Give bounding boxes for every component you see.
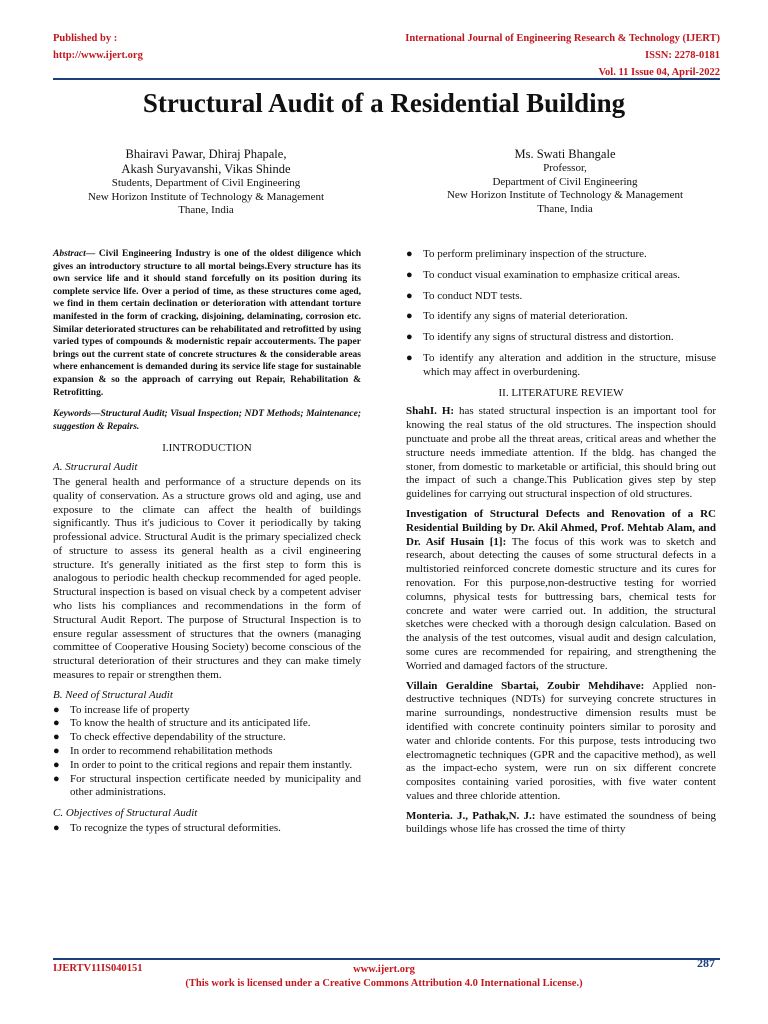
need-list <box>53 704 361 801</box>
author-names-line1: Bhairavi Pawar, Dhiraj Phapale, <box>125 147 287 161</box>
bullet-icon: ● <box>53 731 60 744</box>
student-authors <box>53 147 359 218</box>
bullet-icon: ● <box>53 717 60 730</box>
author-place: Thane, India <box>178 204 234 216</box>
abstract-text: Civil Engineering Industry is one of the oldest diligence which gives an introductory structure to all mortal beings.Every structure has its own service life and it should stand forcefully on its position during its complete service life. Over a period of time, as these structures come aged, we find in them certain declination or deterioration with attendant torture manifested in the form of cracking, disjoining, delaminating, corrosion etc. Similar deteriorated structures can be rehabilitated and retrofitted by using varied types of compounds & modernistic repair accouterments. The paper brings out the current state of concrete structures & the considerable areas where enhancement is demanded during its service life stage for sustainable expansion & so the approach of carrying out Repair, Rehabilitation & Retrofitting. <box>53 249 361 398</box>
paper-title: Structural Audit of a Residential Building <box>142 88 626 118</box>
issn: ISSN: 2278-0181 <box>645 50 720 61</box>
list-item: ● To perform preliminary inspection of the structure. <box>406 248 647 260</box>
list-item: ● To recognize the types of structural deformities. <box>53 822 281 835</box>
bullet-icon: ● <box>406 331 413 344</box>
journal-name: International Journal of Engineering Research & Technology (IJERT) <box>405 33 720 44</box>
bullet-icon: ● <box>406 310 413 323</box>
bullet-icon: ● <box>53 758 60 771</box>
author-institute: New Horizon Institute of Technology & Management <box>87 190 325 203</box>
professor-place: Thane, India <box>537 202 593 215</box>
abstract <box>53 248 361 399</box>
subsection-a-heading: A. Strucrural Audit <box>53 461 138 474</box>
review-author: Investigation of Structural Defects and Renovation of a RC Residential Building by Dr. Akil Ahmed, Prof. Mehtab Alam, and Dr. Asif Husain [1]: <box>406 507 716 548</box>
professor-author <box>410 147 720 216</box>
bullet-icon: ● <box>406 351 413 364</box>
list-item: ● To increase life of property <box>53 703 190 716</box>
subsection-c-heading: C. Objectives of Structural Audit <box>53 807 198 820</box>
review-author: ShahI. H: <box>406 405 455 418</box>
professor-dept: Department of Civil Engineering <box>492 175 638 188</box>
journal-block <box>405 30 720 81</box>
list-item: ● To identify any signs of structural distress and distortion. <box>406 331 674 344</box>
objective-list-left <box>53 822 361 836</box>
paper-id: IJERTV11IS040151 <box>53 963 143 974</box>
section-heading-introduction: I.INTRODUCTION <box>162 442 252 455</box>
list-item: ● To check effective dependability of the structure. <box>53 731 286 744</box>
objective-list-right <box>406 248 716 380</box>
footer-site-link[interactable]: www.ijert.org <box>353 964 415 975</box>
review-author: Monteria. J., Pathak,N. J.: <box>406 809 536 822</box>
volume-issue: Vol. 11 Issue 04, April-2022 <box>598 67 720 78</box>
page-number: 287 <box>697 956 715 970</box>
bullet-icon: ● <box>53 822 60 835</box>
header-divider <box>53 78 720 80</box>
list-item: ● To conduct NDT tests. <box>406 289 523 302</box>
review-paragraph <box>406 405 716 502</box>
list-item: ● To know the health of structure and its anticipated life. <box>53 717 311 730</box>
list-item: ● In order to point to the critical regions and repair them instantly. <box>53 758 353 771</box>
keywords: Keywords—Structural Audit; Visual Inspection; NDT Methods; Maintenance; suggestion & Repairs. <box>53 409 361 432</box>
review-text: has stated structural inspection is an important tool for knowing the real status of the old structures. The inspection should punctuate and probe all the threat areas, critical areas and whether the structure needs immediate attention. If the bldg. has changed the stoner, from domestic to marketable or artificial, this should bring out the impact of such a change.This Publication gives step by step guidelines for carrying out structural inspection of old structures. <box>406 405 716 501</box>
author-role: Students, Department of Civil Engineering <box>111 177 301 189</box>
review-text: The focus of this work was to sketch and research, about detecting the causes of some structural defects in a multistoried reinforced concrete domestic structure and its cures for renovation. For this purpose,non-destructive testing for worried columns, physical tests for buttressing bars, chemical tests for concrete and water were carried out. In addition, the structural sketches were checked with a thorough design calculation. Based on the analysis of the test outcomes, visual audit and design calculation, some cures are recommended for repairing, and strengthening the Worried and damaged factors of the structure. <box>406 535 716 672</box>
review-paragraph <box>406 508 716 674</box>
published-by-label: Published by : <box>53 33 118 44</box>
journal-url-link[interactable]: http://www.ijert.org <box>53 50 143 61</box>
professor-institute: New Horizon Institute of Technology & Management <box>446 189 684 201</box>
professor-role: Professor, <box>543 162 587 174</box>
publisher-block <box>53 30 143 64</box>
bullet-icon: ● <box>53 703 60 716</box>
left-column <box>53 248 361 843</box>
review-text: Applied non-destructive techniques (NDTs) for surveying concrete structures in marine surroundings, nondestructive dimension results must be identified with concrete continuity pointers similar to porosity and water and chloride contents. For this purpose, tests introducing two electromagnetic techniques (GPR and the capacitive method), as well as the impact-echo system, were run on six different concrete composites containing varied porosities, with five water content values and three chloride attention. <box>406 679 717 802</box>
section-heading-literature-review: II. LITERATURE REVIEW <box>498 386 624 399</box>
list-item: ● To identify any alteration and addition in the structure, misuse which may affect in overburdening. <box>406 351 716 378</box>
review-author: Villain Geraldine Sbartai, Zoubir Mehdihave: <box>406 679 645 692</box>
review-paragraph <box>406 810 716 838</box>
list-item: ● In order to recommend rehabilitation methods <box>53 745 273 758</box>
bullet-icon: ● <box>406 289 413 302</box>
review-paragraph <box>406 680 716 804</box>
license-note: (This work is licensed under a Creative Commons Attribution 4.0 International License.) <box>185 978 583 989</box>
bullet-icon: ● <box>406 268 413 281</box>
right-column <box>406 248 716 843</box>
bullet-icon: ● <box>53 772 60 785</box>
subsection-b-heading: B. Need of Structural Audit <box>53 688 173 701</box>
abstract-label: Abstract— <box>53 249 96 259</box>
bullet-icon: ● <box>406 248 413 260</box>
introduction-paragraph: The general health and performance of a structure depends on its quality of conservation. As a structure grows old and aging, use and exposure to the climate can affect the health of buildings significantly. Thus it's judicious to Cover it periodically by taking professional advice. Structural Audit is the primary specialized check of structure to assess its general health as a civil engineering structure. It's generally initiated as the first step to form this is analogous to periodic health checkup recommended for aged people. Structural inspection is based on visual check by a competent adviser who lists his compliances and recommendations in the form of Structural Audit Report. The purpose of Structural Inspection is to ensure regular assessment of structures that the owners (managing committee of Cooperative Housing Society) become conscious of the structural deterioration of their structures and they can make timely measures to repair or strengthen them. <box>53 475 361 682</box>
author-names-line2: Akash Suryavanshi, Vikas Shinde <box>121 162 291 176</box>
bullet-icon: ● <box>53 745 60 758</box>
list-item: ● To identify any signs of material deterioration. <box>406 310 628 323</box>
review-text: have estimated the soundness of being buildings whose life has crossed the time of thirty <box>406 809 716 836</box>
professor-name: Ms. Swati Bhangale <box>514 147 616 161</box>
footer-center <box>0 963 768 991</box>
list-item: ● For structural inspection certificate needed by municipality and other administrations. <box>53 772 361 799</box>
list-item: ● To conduct visual examination to emphasize critical areas. <box>406 268 681 281</box>
footer-divider <box>53 958 720 960</box>
